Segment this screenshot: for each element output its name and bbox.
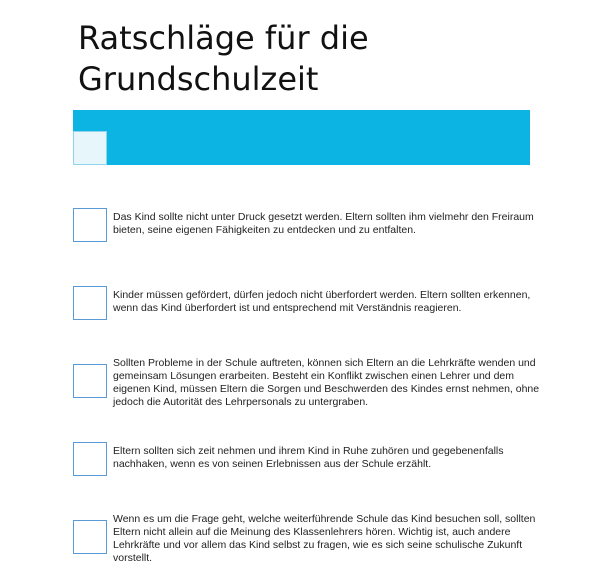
item-checkbox[interactable] (73, 286, 107, 320)
item-checkbox[interactable] (73, 442, 107, 476)
header-bar (73, 110, 530, 165)
header-checkbox (73, 131, 107, 165)
item-checkbox[interactable] (73, 520, 107, 554)
item-text: Wenn es um die Frage geht, welche weiterführende Schule das Kind besuchen soll, sollten Eltern nicht allein auf die Meinung des Klassenlehrers hören. Wichtig ist, auch andere Lehrkräfte und vor allem das Kind selbst zu fragen, wie es sich seine schulische Zukunft vorstellt. (113, 513, 536, 564)
item-text: Sollten Probleme in der Schule auftreten, können sich Eltern an die Lehrkräfte wenden und gemeinsam Lösungen erarbeiten. Besteht ein Konflikt zwischen einen Lehrer und dem eigenen Kind, müssen Eltern die Sorgen und Beschwerden des Kindes ernst nehmen, ohne jedoch die Autorität des Lehrpersonals zu untergraben. (113, 357, 540, 408)
item-text: Das Kind sollte nicht unter Druck gesetzt werden. Eltern sollten ihm vielmehr den Freiraum bieten, seine eigenen Fähigkeiten zu entdecken und zu entfalten. (113, 211, 534, 236)
page-title: Ratschläge für die Grundschulzeit (78, 19, 369, 98)
item-checkbox[interactable] (73, 364, 107, 398)
item-text: Kinder müssen gefördert, dürfen jedoch nicht überfordert werden. Eltern sollten erkennen, wenn das Kind überfordert ist und entsprechend mit Verständnis reagieren. (113, 289, 531, 314)
item-text: Eltern sollten sich zeit nehmen und ihrem Kind in Ruhe zuhören und gegebenenfalls nachhaken, wenn es von seinen Erlebnissen aus der Schule erzählt. (113, 445, 504, 470)
item-checkbox[interactable] (73, 208, 107, 242)
